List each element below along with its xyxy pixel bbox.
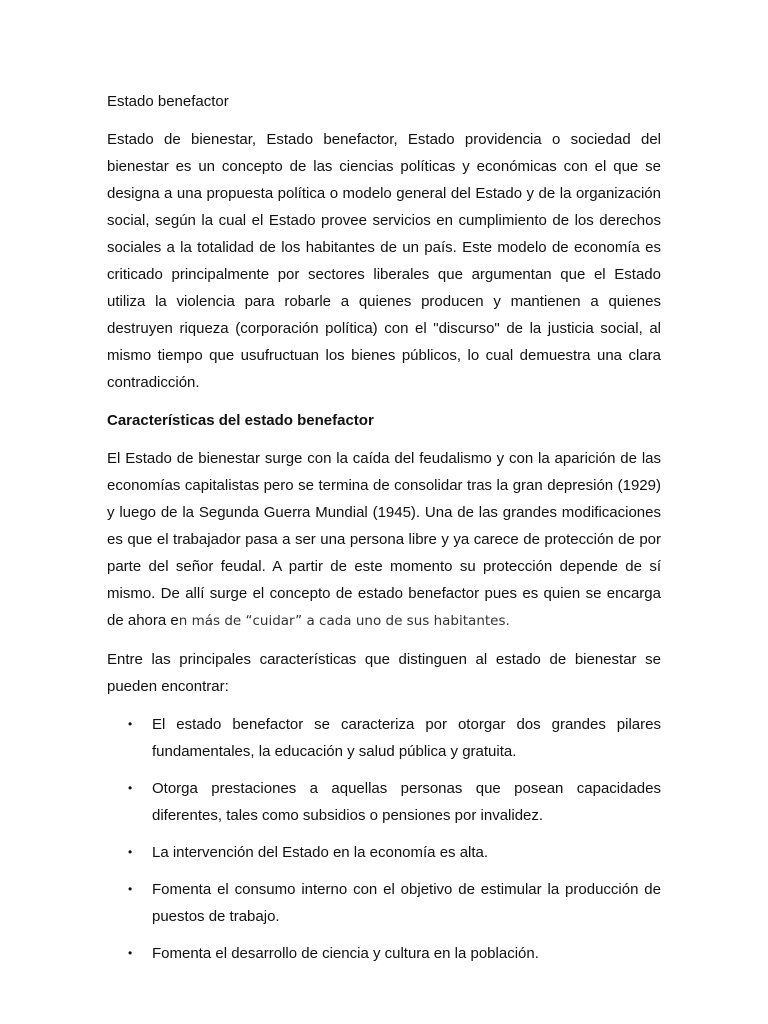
document-page	[107, 88, 661, 977]
section-paragraph-tail: n más de “cuidar” a cada uno de sus habitantes.	[178, 613, 510, 629]
section-heading: Características del estado benefactor	[107, 412, 374, 429]
list-item	[107, 775, 661, 829]
list-item	[107, 839, 661, 866]
list-item-text: El estado benefactor se caracteriza por otorgar dos grandes pilares fundamentales, la educación y salud pública y gratuita.	[152, 716, 661, 760]
list-item-text: Otorga prestaciones a aquellas personas que posean capacidades diferentes, tales como subsidios o pensiones por invalidez.	[152, 780, 661, 824]
section-paragraph	[107, 445, 661, 635]
list-item	[107, 876, 661, 930]
bullet-icon: •	[128, 845, 133, 859]
document-title: Estado benefactor	[107, 93, 229, 110]
list-item-text: Fomenta el consumo interno con el objetivo de estimular la producción de puestos de trabajo.	[152, 881, 661, 925]
list-item	[107, 940, 661, 967]
list-item-text: Fomenta el desarrollo de ciencia y cultura en la población.	[152, 945, 539, 962]
list-item	[107, 711, 661, 765]
section-paragraph-main: El Estado de bienestar surge con la caída del feudalismo y con la aparición de las economías capitalistas pero se termina de consolidar tras la gran depresión (1929) y luego de la Segunda Guerra Mundial (1945). Una de las grandes modificaciones es que el trabajador pasa a ser una persona libre y ya carece de protección de por parte del señor feudal. A partir de este momento su protección depende de sí mismo. De allí surge el concepto de estado benefactor pues es quien se encarga de ahora e	[107, 450, 661, 629]
bullet-icon: •	[128, 946, 133, 960]
list-item-text: La intervención del Estado en la economía es alta.	[152, 844, 489, 861]
bullet-icon: •	[128, 882, 133, 896]
bullet-icon: •	[128, 781, 133, 795]
list-intro-paragraph: Entre las principales características que distinguen al estado de bienestar se pueden encontrar:	[107, 651, 661, 695]
intro-paragraph: Estado de bienestar, Estado benefactor, Estado providencia o sociedad del bienestar es un concepto de las ciencias políticas y económicas con el que se designa a una propuesta política o modelo general del Estado y de la organización social, según la cual el Estado provee servicios en cumplimiento de los derechos sociales a la totalidad de los habitantes de un país. Este modelo de economía es criticado principalmente por sectores liberales que argumentan que el Estado utiliza la violencia para robarle a quienes producen y mantienen a quienes destruyen riqueza (corporación política) con el "discurso" de la justicia social, al mismo tiempo que usufructuan los bienes públicos, lo cual demuestra una clara contradicción.	[107, 131, 661, 391]
bullet-icon: •	[128, 717, 133, 731]
characteristics-list	[107, 711, 661, 967]
